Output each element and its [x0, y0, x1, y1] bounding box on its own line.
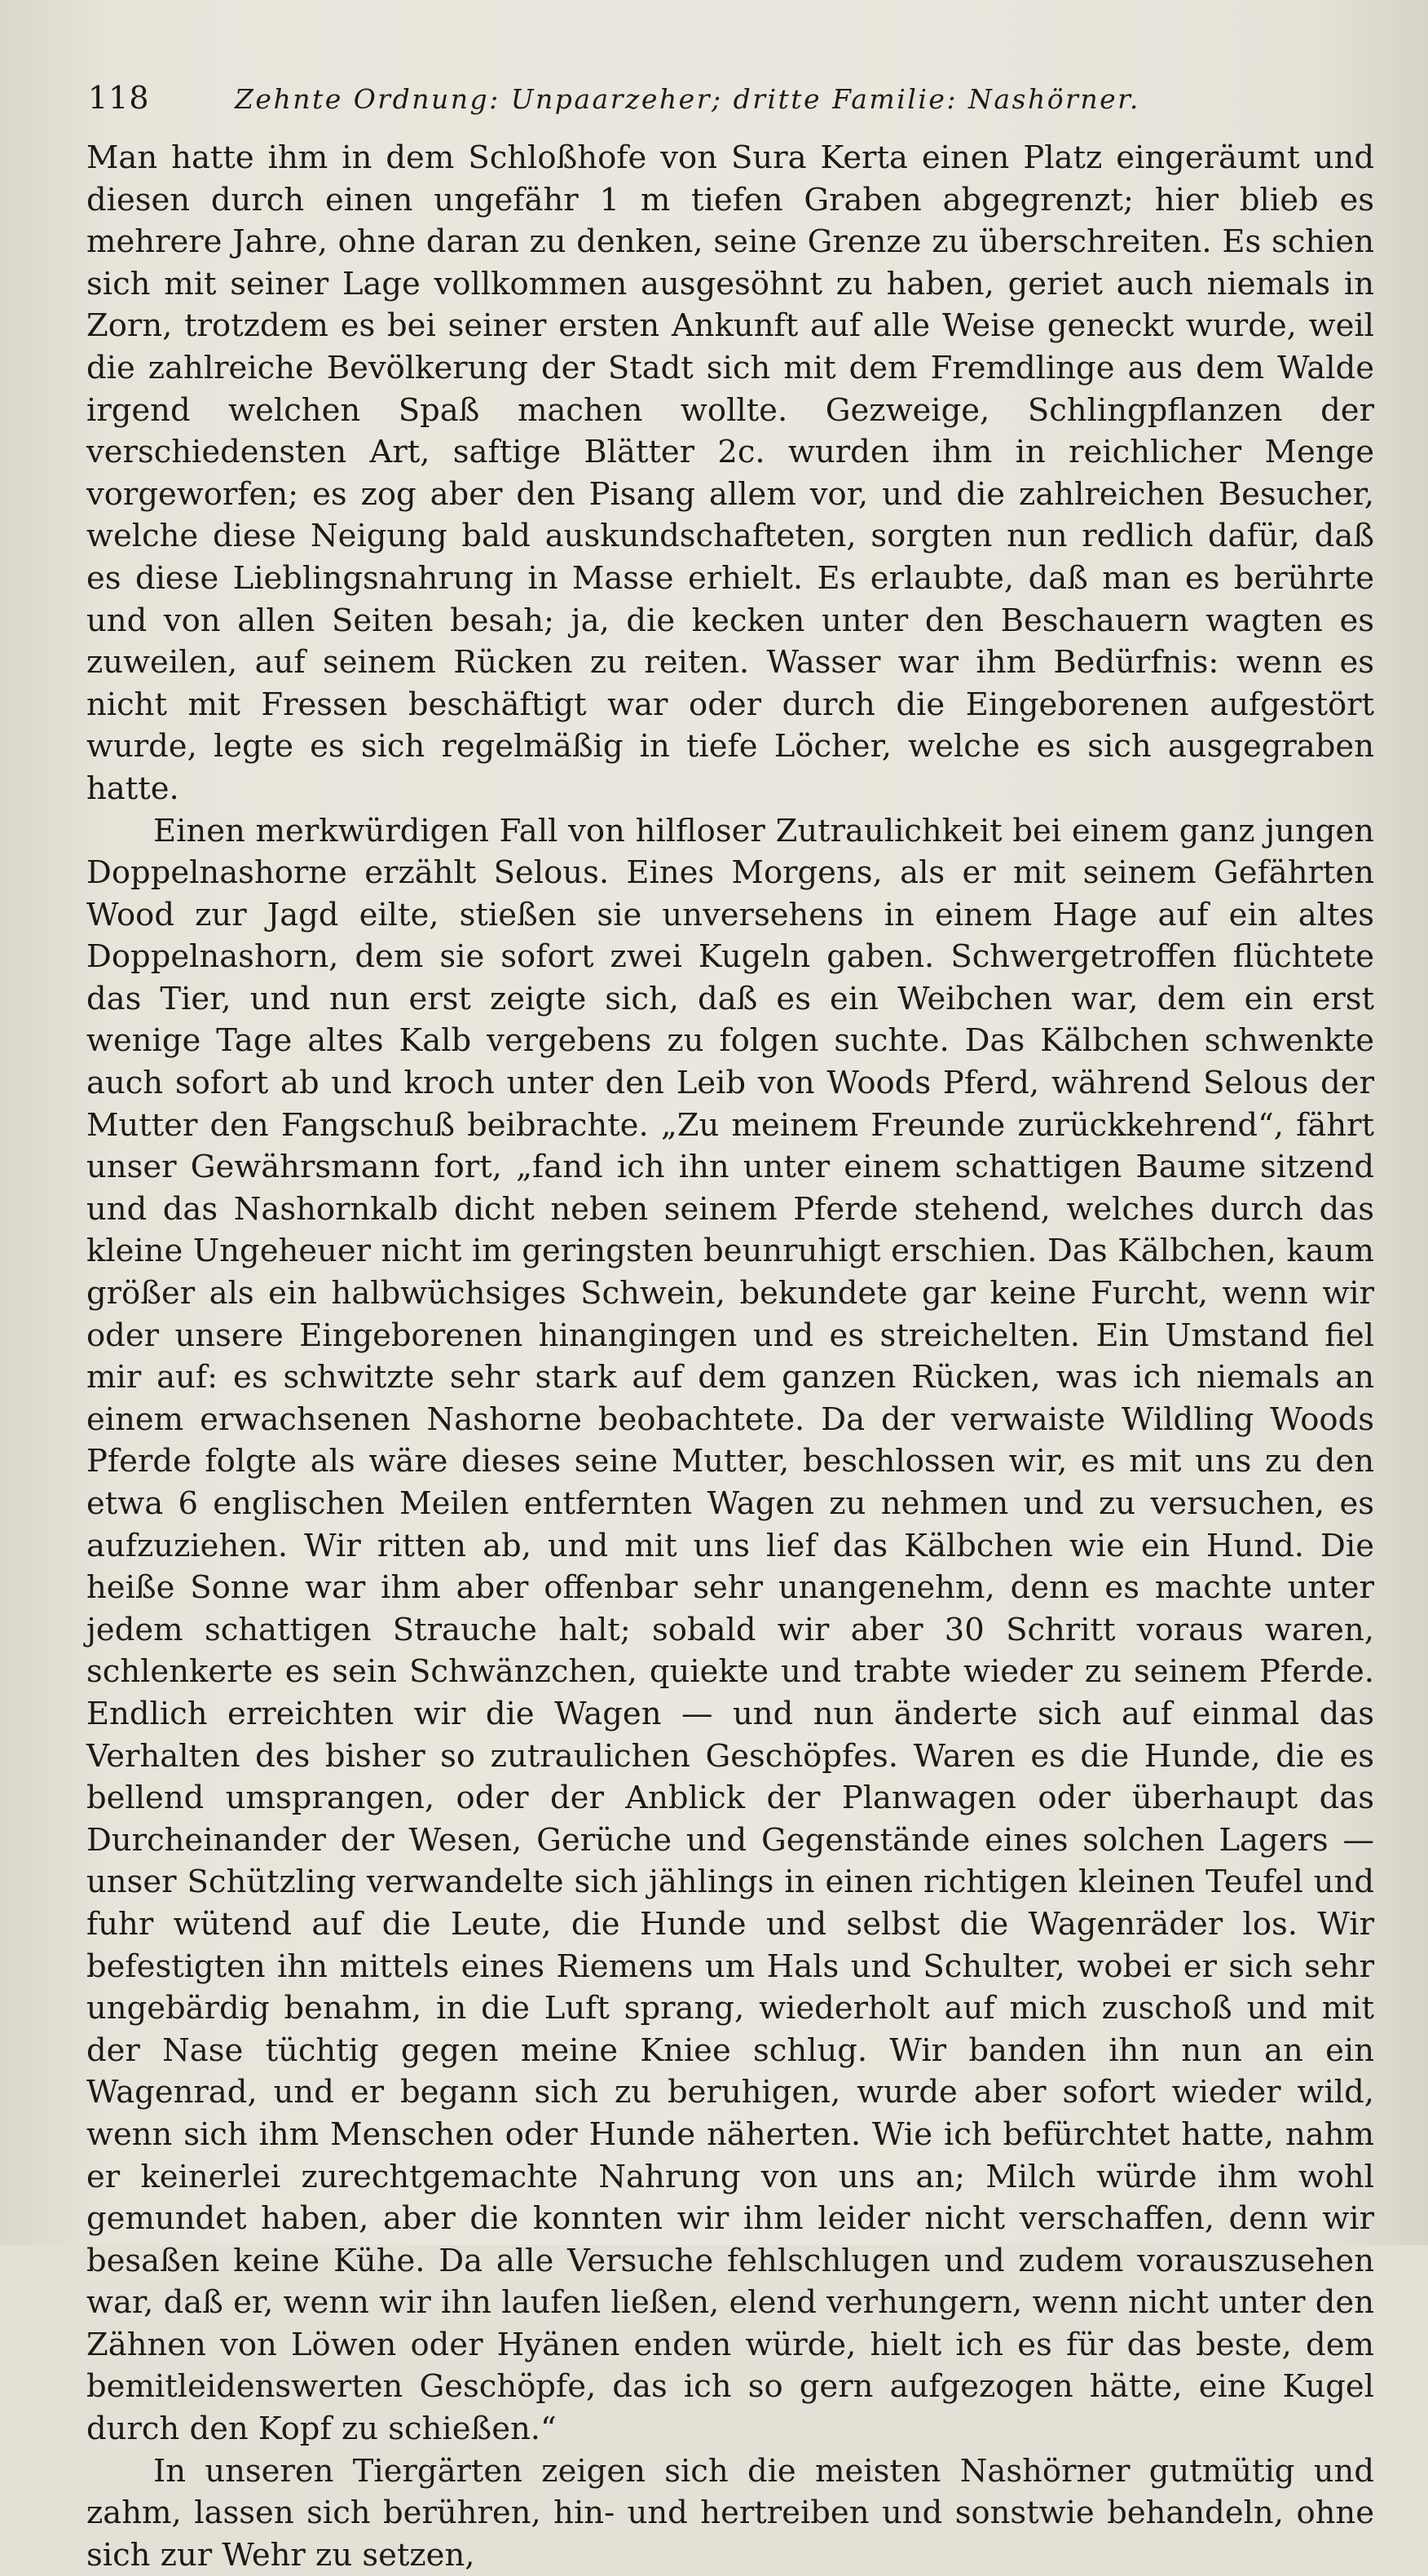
body-text [86, 137, 1374, 2576]
paragraph-1: Man hatte ihm in dem Schloßhofe von Sura Kerta einen Platz eingeräumt und diesen durch einen ungefähr 1 m tiefen Graben abgegrenzt; hier blieb es mehrere Jahre, ohne daran zu denken, seine Grenze zu überschreiten. Es schien sich mit seiner Lage vollkommen ausgesöhnt zu haben, geriet auch niemals in Zorn, trotzdem es bei seiner ersten Ankunft auf alle Weise geneckt wurde, weil die zahlreiche Bevölkerung der Stadt sich mit dem Fremdlinge aus dem Walde irgend welchen Spaß machen wollte. Gezweige, Schlingpflanzen der verschiedensten Art, saftige Blätter 2c. wurden ihm in reichlicher Menge vorgeworfen; es zog aber den Pisang allem vor, und die zahlreichen Besucher, welche diese Neigung bald auskundschafteten, sorgten nun redlich dafür, daß es diese Lieblingsnahrung in Masse erhielt. Es erlaubte, daß man es berührte und von allen Seiten besah; ja, die kecken unter den Beschauern wagten es zuweilen, auf seinem Rücken zu reiten. Wasser war ihm Bedürfnis: wenn es nicht mit Fressen beschäftigt war oder durch die Eingeborenen aufgestört wurde, legte es sich regelmäßig in tiefe Löcher, welche es sich ausgegraben hatte. [86, 139, 1374, 807]
page-number: 118 [88, 80, 150, 116]
paragraph-3: In unseren Tiergärten zeigen sich die meisten Nashörner gutmütig und zahm, lassen sich berühren, hin- und hertreiben und sonstwie behandeln, ohne sich zur Wehr zu setzen, [86, 2452, 1374, 2574]
paragraph-2: Einen merkwürdigen Fall von hilfloser Zutraulichkeit bei einem ganz jungen Doppelnashorne erzählt Selous. Eines Morgens, als er mit seinem Gefährten Wood zur Jagd eilte, stießen sie unversehens in einem Hage auf ein altes Doppelnashorn, dem sie sofort zwei Kugeln gaben. Schwergetroffen flüchtete das Tier, und nun erst zeigte sich, daß es ein Weibchen war, dem ein erst wenige Tage altes Kalb vergebens zu folgen suchte. Das Kälbchen schwenkte auch sofort ab und kroch unter den Leib von Woods Pferd, während Selous der Mutter den Fangschuß beibrachte. „Zu meinem Freunde zurückkehrend“, fährt unser Gewährsmann fort, „fand ich ihn unter einem schattigen Baume sitzend und das Nashornkalb dicht neben seinem Pferde stehend, welches durch das kleine Ungeheuer nicht im geringsten beunruhigt erschien. Das Kälbchen, kaum größer als ein halbwüchsiges Schwein, bekundete gar keine Furcht, wenn wir oder unsere Eingeborenen hinangingen und es streichelten. Ein Umstand fiel mir auf: es schwitzte sehr stark auf dem ganzen Rücken, was ich niemals an einem erwachsenen Nashorne beobachtete. Da der verwaiste Wildling Woods Pferde folgte als wäre dieses seine Mutter, beschlossen wir, es mit uns zu den etwa 6 englischen Meilen entfernten Wagen zu nehmen und zu versuchen, es aufzuziehen. Wir ritten ab, und mit uns lief das Kälbchen wie ein Hund. Die heiße Sonne war ihm aber offenbar sehr unangenehm, denn es machte unter jedem schattigen Strauche halt; sobald wir aber 30 Schritt voraus waren, schlenkerte es sein Schwänzchen, quiekte und trabte wieder zu seinem Pferde. Endlich erreichten wir die Wagen — und nun änderte sich auf einmal das Verhalten des bisher so zutraulichen Geschöpfes. Waren es die Hunde, die es bellend umsprangen, oder der Anblick der Planwagen oder überhaupt das Durcheinander der Wesen, Gerüche und Gegenstände eines solchen Lagers — unser Schützling verwandelte sich jählings in einen richtigen kleinen Teufel und fuhr wütend auf die Leute, die Hunde und selbst die Wagenräder los. Wir befestigten ihn mittels eines Riemens um Hals und Schulter, wobei er sich sehr ungebärdig benahm, in die Luft sprang, wiederholt auf mich zuschoß und mit der Nase tüchtig gegen meine Kniee schlug. Wir banden ihn nun an ein Wagenrad, und er begann sich zu beruhigen, wurde aber sofort wieder wild, wenn sich ihm Menschen oder Hunde näherten. Wie ich befürchtet hatte, nahm er keinerlei zurechtgemachte Nahrung von uns an; Milch würde ihm wohl gemundet haben, aber die konnten wir ihm leider nicht verschaffen, denn wir besaßen keine Kühe. Da alle Versuche fehlschlugen und zudem vorauszusehen war, daß er, wenn wir ihn laufen ließen, elend verhungern, wenn nicht unter den Zähnen von Löwen oder Hyänen enden würde, hielt ich es für das beste, dem bemitleidenswerten Geschöpfe, das ich so gern aufgezogen hätte, eine Kugel durch den Kopf zu schießen.“ [86, 812, 1374, 2448]
page-header [88, 80, 1360, 121]
running-head: Zehnte Ordnung: Unpaarzeher; dritte Familie: Nashörner. [235, 83, 1140, 115]
